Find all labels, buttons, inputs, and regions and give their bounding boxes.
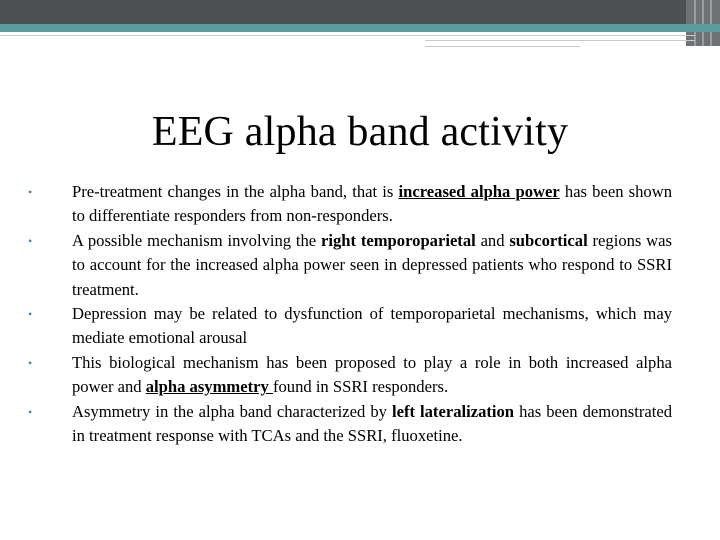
bullet-text: regions was to account for the increased alpha power seen in depressed patients who respond to SSRI treatment. (72, 230, 672, 299)
bullet-text: and (475, 230, 510, 250)
bullet-marker: • (28, 185, 33, 199)
bullet-item (28, 180, 672, 229)
corner-stripe (710, 0, 712, 46)
bullet-item (28, 229, 672, 302)
bullet-text: Pre-treatment changes in the alpha band, that is (72, 182, 399, 201)
header-rule (425, 40, 695, 41)
bullet-marker: • (28, 404, 33, 419)
emphasis-text: subcortical (509, 230, 588, 250)
bullet-list (28, 180, 672, 448)
bullet-item (28, 351, 672, 400)
emphasis-text: left lateralization (391, 401, 515, 421)
header-rule (425, 46, 580, 47)
corner-accent (686, 24, 720, 32)
bullet-item (28, 302, 672, 351)
bullet-marker: • (28, 307, 33, 322)
header-accent-strip (0, 24, 720, 32)
bullet-text: has been shown to differentiate responders from non-responders. (72, 182, 672, 226)
header-bar (0, 0, 720, 24)
emphasis-text: right temporoparietal (321, 230, 476, 250)
bullet-item (28, 400, 672, 449)
bullet-text: found in SSRI responders. (272, 377, 449, 397)
corner-stripe (702, 0, 704, 46)
bullet-text: A possible mechanism involving the (72, 230, 321, 250)
emphasis-text: increased alpha power (398, 182, 560, 201)
bullet-text: Asymmetry in the alpha band characterized by (72, 401, 392, 421)
slide-title: EEG alpha band activity (151, 109, 569, 155)
bullet-marker: • (28, 355, 33, 370)
bullet-text: has been demonstrated in treatment response with TCAs and the SSRI, fluoxetine. (72, 401, 672, 446)
header-rule (0, 35, 695, 36)
emphasis-text: alpha asymmetry (145, 377, 273, 397)
bullet-text: This biological mechanism has been proposed to play a role in both increased alpha power and (72, 352, 672, 397)
bullet-text: Depression may be related to dysfunction of temporoparietal mechanisms, which may mediate emotional arousal (72, 304, 672, 348)
bullet-marker: • (28, 233, 33, 248)
